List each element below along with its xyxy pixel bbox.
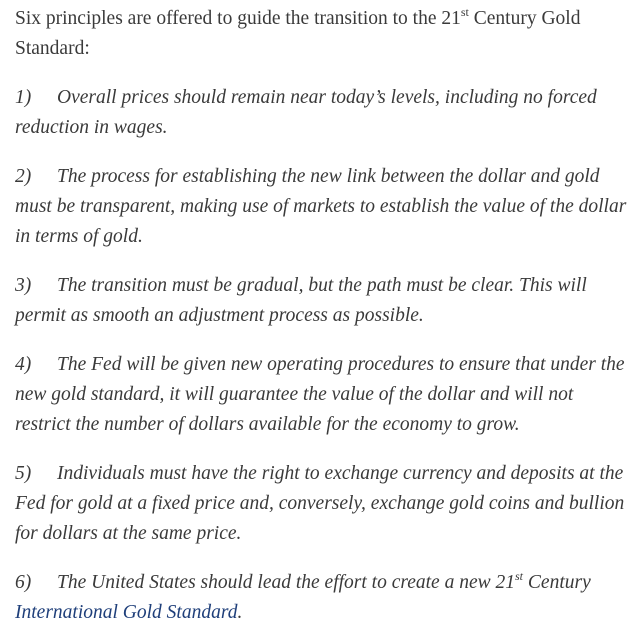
principle-2 [15, 162, 627, 252]
principle-superscript: st [515, 568, 524, 583]
intro-text-before: Six principles are offered to guide the transition to the 21 [15, 8, 461, 29]
principle-text: Overall prices should remain near today’s levels, including no forced reduction in wages. [15, 87, 597, 138]
principle-number: 1) [15, 87, 32, 108]
principle-text: The process for establishing the new link between the dollar and gold must be transparent, making use of markets to establish the value of the dollar in terms of gold. [15, 166, 627, 247]
principle-text: The Fed will be given new operating procedures to ensure that under the new gold standard, it will guarantee the value of the dollar and will not restrict the number of dollars available for the economy to grow. [15, 354, 625, 435]
international-gold-standard-link[interactable]: International Gold Standard [15, 602, 238, 623]
principle-number: 2) [15, 166, 32, 187]
principle-3 [15, 271, 627, 331]
principle-1 [15, 83, 627, 143]
principle-6 [15, 568, 627, 628]
principle-text-before: The United States should lead the effort to create a new 21 [57, 572, 516, 593]
principle-text-after: . [237, 602, 243, 623]
principle-5 [15, 459, 627, 549]
principle-text: The transition must be gradual, but the path must be clear. This will permit as smooth an adjustment process as possible. [15, 275, 587, 326]
intro-text-after: Century Gold Standard: [15, 8, 581, 59]
intro-superscript: st [460, 4, 469, 19]
intro-paragraph [15, 4, 627, 64]
principle-number: 6) [15, 572, 32, 593]
principle-text-mid: Century [523, 572, 591, 593]
principle-4 [15, 350, 627, 440]
principle-number: 5) [15, 463, 32, 484]
principle-text: Individuals must have the right to exchange currency and deposits at the Fed for gold at a fixed price and, conversely, exchange gold coins and bullion for dollars at the same price. [15, 463, 625, 544]
principle-number: 4) [15, 354, 32, 375]
principle-number: 3) [15, 275, 32, 296]
